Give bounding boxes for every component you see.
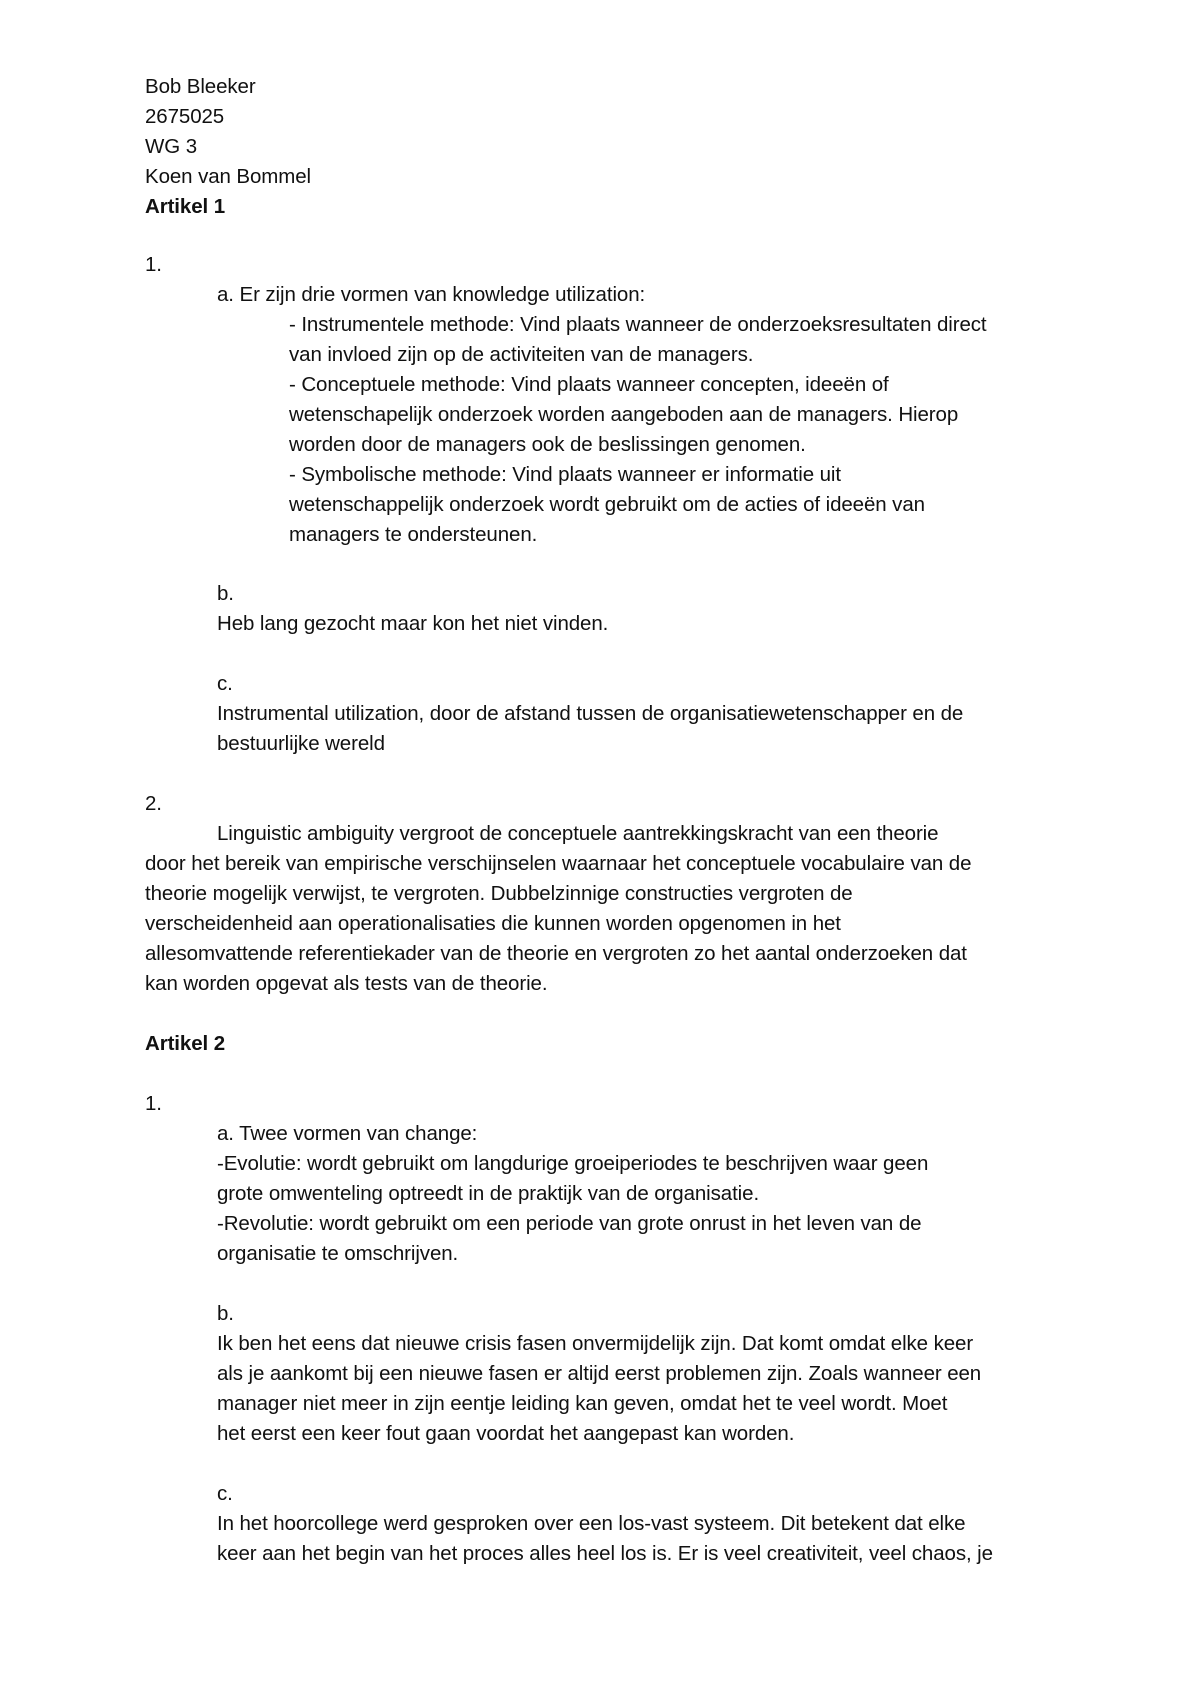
a1-q2-line: Linguistic ambiguity vergroot de conceptuele aantrekkingskracht van een theorie <box>217 822 939 845</box>
a1-q1a-line: worden door de managers ook de beslissingen genomen. <box>289 433 806 456</box>
a2-question-1-number: 1. <box>145 1092 162 1115</box>
a1-q1b-label: b. <box>217 582 234 605</box>
a1-q1b-line: Heb lang gezocht maar kon het niet vinden. <box>217 612 609 635</box>
a2-q1b-line: Ik ben het eens dat nieuwe crisis fasen onvermijdelijk zijn. Dat komt omdat elke keer <box>217 1332 974 1355</box>
a2-q1b-line: manager niet meer in zijn eentje leiding kan geven, omdat het te veel wordt. Moet <box>217 1392 948 1415</box>
a2-q1c-line: keer aan het begin van het proces alles heel los is. Er is veel creativiteit, veel chaos, je <box>217 1542 993 1565</box>
a2-q1a-line: -Revolutie: wordt gebruikt om een periode van grote onrust in het leven van de <box>217 1212 922 1235</box>
a2-q1a-line: a. Twee vormen van change: <box>217 1122 478 1145</box>
a2-q1a-line: organisatie te omschrijven. <box>217 1242 459 1265</box>
a1-q1a-line: - Instrumentele methode: Vind plaats wanneer de onderzoeksresultaten direct <box>289 313 987 336</box>
a1-q1a-line: wetenschapelijk onderzoek worden aangeboden aan de managers. Hierop <box>289 403 959 426</box>
a2-q1c-label: c. <box>217 1482 233 1505</box>
a1-q1a-intro: a. Er zijn drie vormen van knowledge utilization: <box>217 283 646 306</box>
author-name: Bob Bleeker <box>145 75 256 98</box>
a2-q1b-label: b. <box>217 1302 234 1325</box>
a1-q1a-line: van invloed zijn op de activiteiten van de managers. <box>289 343 754 366</box>
artikel-1-heading: Artikel 1 <box>145 195 225 218</box>
a2-q1a-line: grote omwenteling optreedt in de praktijk van de organisatie. <box>217 1182 760 1205</box>
a1-q2-line: door het bereik van empirische verschijnselen waarnaar het conceptuele vocabulaire van de <box>145 852 972 875</box>
a1-q1c-line: bestuurlijke wereld <box>217 732 385 755</box>
a1-q2-line: kan worden opgevat als tests van de theorie. <box>145 972 548 995</box>
a1-q1c-label: c. <box>217 672 233 695</box>
artikel-2-heading: Artikel 2 <box>145 1032 225 1055</box>
a1-q2-line: allesomvattende referentiekader van de theorie en vergroten zo het aantal onderzoeken dat <box>145 942 967 965</box>
a1-question-1-number: 1. <box>145 253 162 276</box>
a1-q1a-line: - Conceptuele methode: Vind plaats wanneer concepten, ideeën of <box>289 373 889 396</box>
a1-q1a-line: wetenschappelijk onderzoek wordt gebruikt om de acties of ideeën van <box>289 493 925 516</box>
a2-q1c-line: In het hoorcollege werd gesproken over een los-vast systeem. Dit betekent dat elke <box>217 1512 966 1535</box>
a2-q1b-line: als je aankomt bij een nieuwe fasen er altijd eerst problemen zijn. Zoals wanneer een <box>217 1362 982 1385</box>
work-group: WG 3 <box>145 135 197 158</box>
a1-q1a-line: - Symbolische methode: Vind plaats wanneer er informatie uit <box>289 463 841 486</box>
a1-q2-line: theorie mogelijk verwijst, te vergroten. Dubbelzinnige constructies vergroten de <box>145 882 853 905</box>
teacher-name: Koen van Bommel <box>145 165 312 188</box>
a1-q1a-line: managers te ondersteunen. <box>289 523 538 546</box>
a1-question-2-number: 2. <box>145 792 162 815</box>
a2-q1a-line: -Evolutie: wordt gebruikt om langdurige groeiperiodes te beschrijven waar geen <box>217 1152 929 1175</box>
a1-q2-line: verscheidenheid aan operationalisaties die kunnen worden opgenomen in het <box>145 912 841 935</box>
a1-q1c-line: Instrumental utilization, door de afstand tussen de organisatiewetenschapper en de <box>217 702 964 725</box>
a2-q1b-line: het eerst een keer fout gaan voordat het aangepast kan worden. <box>217 1422 795 1445</box>
student-number: 2675025 <box>145 105 225 128</box>
